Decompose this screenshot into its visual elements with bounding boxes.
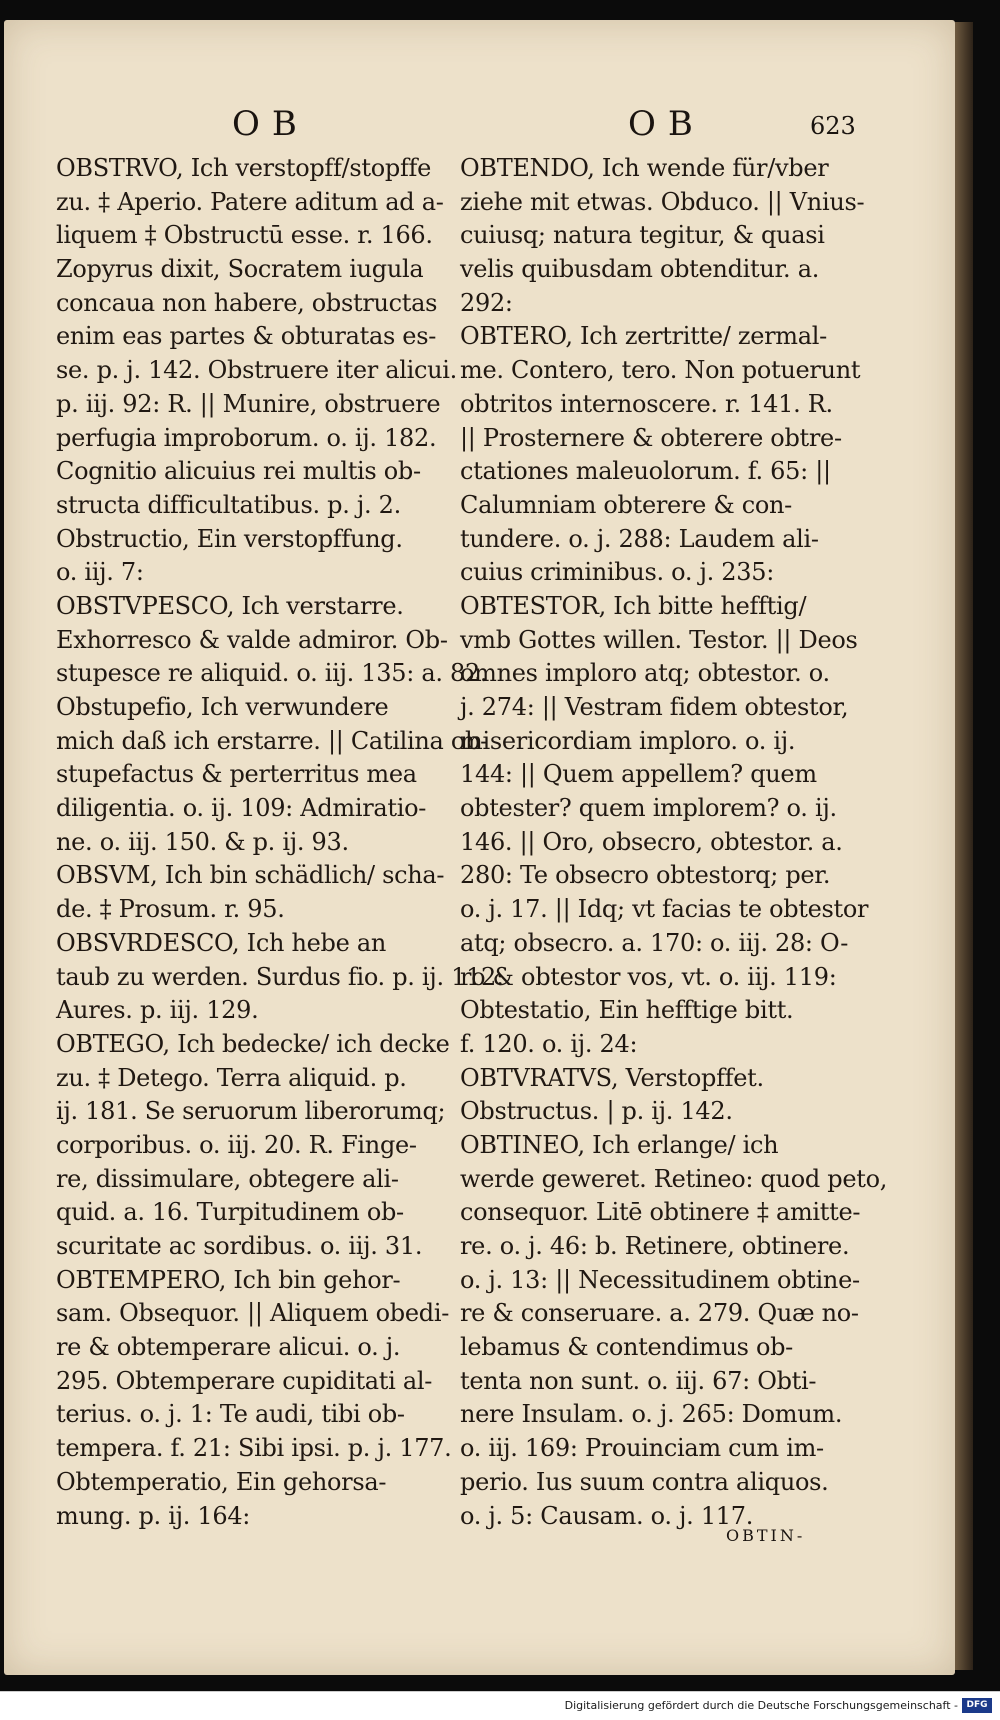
- text-line: o. iij. 169: Prouinciam cum im-: [460, 1434, 824, 1463]
- text-line: OBTVRATVS, Verstopffet.: [460, 1063, 764, 1092]
- right-column: [460, 152, 888, 1533]
- text-line: cuius criminibus. o. j. 235:: [460, 558, 775, 587]
- text-line: Obstructio, Ein verstopffung.: [56, 524, 403, 553]
- text-line: velis quibusdam obtenditur. a.: [460, 255, 820, 284]
- text-line: Obtemperatio, Ein gehorsa-: [56, 1467, 387, 1496]
- text-line: taub zu werden. Surdus fio. p. ij. 112:: [56, 962, 504, 991]
- text-line: ziehe mit etwas. Obduco. || Vnius-: [460, 187, 865, 216]
- text-line: obtritos internoscere. r. 141. R.: [460, 389, 833, 418]
- text-line: Obtestatio, Ein hefftige bitt.: [460, 996, 794, 1025]
- text-line: perio. Ius suum contra aliquos.: [460, 1467, 829, 1496]
- text-line: zu. ‡ Detego. Terra aliquid. p.: [56, 1063, 407, 1092]
- text-line: ro & obtestor vos, vt. o. iij. 119:: [460, 962, 837, 991]
- text-line: re. o. j. 46: b. Retinere, obtinere.: [460, 1232, 850, 1260]
- text-line: corporibus. o. iij. 20. R. Finge-: [56, 1130, 417, 1159]
- text-line: quid. a. 16. Turpitudinem ob-: [56, 1198, 404, 1227]
- text-line: enim eas partes & obturatas es-: [56, 322, 437, 351]
- right-running-head: OB: [628, 104, 705, 144]
- text-line: nere Insulam. o. j. 265: Domum.: [460, 1400, 843, 1429]
- text-line: ctationes maleuolorum. f. 65: ||: [460, 457, 831, 486]
- text-line: Obstupefio, Ich verwundere: [56, 693, 389, 721]
- text-line: scuritate ac sordibus. o. iij. 31.: [56, 1232, 423, 1260]
- text-line: OBSVRDESCO, Ich hebe an: [56, 928, 386, 957]
- text-line: OBTESTOR, Ich bitte hefftig/: [460, 591, 807, 620]
- text-line: OBSVM, Ich bin schädlich/ scha-: [56, 861, 445, 890]
- text-line: OBSTVPESCO, Ich verstarre.: [56, 591, 404, 620]
- text-line: 280: Te obsecro obtestorq; per.: [460, 861, 831, 890]
- text-line: ij. 181. Se seruorum liberorumq;: [56, 1097, 446, 1126]
- text-line: lebamus & contendimus ob-: [460, 1333, 793, 1362]
- text-line: mung. p. ij. 164:: [56, 1501, 251, 1530]
- text-line: perfugia improborum. o. ij. 182.: [56, 423, 437, 452]
- text-line: consequor. Litē obtinere ‡ amitte-: [460, 1198, 861, 1227]
- text-line: re, dissimulare, obtegere ali-: [56, 1164, 399, 1193]
- text-line: Calumniam obterere & con-: [460, 490, 792, 519]
- text-line: OBTEMPERO, Ich bin gehor-: [56, 1265, 401, 1294]
- text-line: Aures. p. iij. 129.: [56, 996, 259, 1025]
- text-line: werde geweret. Retineo: quod peto,: [460, 1164, 888, 1193]
- text-line: se. p. j. 142. Obstruere iter alicui.: [56, 356, 457, 385]
- text-line: OBTENDO, Ich wende für/vber: [460, 154, 829, 182]
- text-line: 144: || Quem appellem? quem: [460, 760, 817, 789]
- text-line: o. j. 13: || Necessitudinem obtine-: [460, 1265, 860, 1294]
- text-line: || Prosternere & obterere obtre-: [460, 423, 842, 452]
- running-header: [4, 104, 955, 144]
- text-line: OBTEGO, Ich bedecke/ ich decke: [56, 1029, 450, 1058]
- text-line: o. iij. 7:: [56, 558, 144, 587]
- text-line: cuiusq; natura tegitur, & quasi: [460, 221, 825, 250]
- text-line: OBSTRVO, Ich verstopff/stopffe: [56, 154, 432, 182]
- text-line: tundere. o. j. 288: Laudem ali-: [460, 524, 819, 553]
- funding-credit: Digitalisierung gefördert durch die Deutsche Forschungsgemeinschaft -: [564, 1699, 958, 1712]
- text-line: j. 274: || Vestram fidem obtestor,: [460, 693, 849, 721]
- text-line: 292:: [460, 288, 513, 317]
- text-line: omnes imploro atq; obtestor. o.: [460, 659, 830, 688]
- text-line: 295. Obtemperare cupiditati al-: [56, 1366, 433, 1395]
- text-line: atq; obsecro. a. 170: o. iij. 28: O-: [460, 928, 849, 957]
- text-line: Zopyrus dixit, Socratem iugula: [56, 255, 424, 284]
- text-line: terius. o. j. 1: Te audi, tibi ob-: [56, 1400, 405, 1429]
- text-line: o. j. 5: Causam. o. j. 117.: [460, 1501, 754, 1530]
- text-line: stupefactus & perterritus mea: [56, 760, 417, 789]
- text-line: concaua non habere, obstructas: [56, 288, 438, 317]
- left-running-head: OB: [232, 104, 309, 144]
- footer-bar: [0, 1691, 1000, 1720]
- text-line: mich daß ich erstarre. || Catilina ob-: [56, 726, 488, 755]
- text-line: liquem ‡ Obstructū esse. r. 166.: [56, 221, 433, 250]
- page-number: 623: [810, 112, 856, 140]
- text-line: Exhorresco & valde admiror. Ob-: [56, 625, 448, 654]
- book-page: [4, 20, 955, 1675]
- text-line: ne. o. iij. 150. & p. ij. 93.: [56, 827, 349, 856]
- text-line: OBTERO, Ich zertritte/ zermal-: [460, 322, 827, 351]
- text-line: re & obtemperare alicui. o. j.: [56, 1333, 401, 1362]
- page-edge: [955, 22, 973, 1670]
- text-line: sam. Obsequor. || Aliquem obedi-: [56, 1299, 450, 1328]
- text-line: me. Contero, tero. Non potuerunt: [460, 356, 861, 385]
- text-line: diligentia. o. ij. 109: Admiratio-: [56, 794, 427, 823]
- text-line: f. 120. o. ij. 24:: [460, 1029, 638, 1058]
- text-line: vmb Gottes willen. Testor. || Deos: [460, 625, 858, 654]
- text-line: Obstructus. | p. ij. 142.: [460, 1097, 733, 1126]
- text-line: stupesce re aliquid. o. iij. 135: a. 82.: [56, 659, 488, 688]
- text-line: Cognitio alicuius rei multis ob-: [56, 457, 421, 486]
- text-line: o. j. 17. || Idq; vt facias te obtestor: [460, 895, 869, 924]
- text-line: obtester? quem implorem? o. ij.: [460, 794, 837, 823]
- text-line: structa difficultatibus. p. j. 2.: [56, 490, 401, 519]
- text-line: OBTINEO, Ich erlange/ ich: [460, 1130, 779, 1159]
- text-line: misericordiam imploro. o. ij.: [460, 726, 796, 755]
- text-line: tenta non sunt. o. iij. 67: Obti-: [460, 1366, 817, 1395]
- text-line: re & conseruare. a. 279. Quæ no-: [460, 1299, 859, 1328]
- text-line: p. iij. 92: R. || Munire, obstruere: [56, 389, 441, 418]
- catchword: OBTIN-: [726, 1526, 806, 1545]
- text-line: 146. || Oro, obsecro, obtestor. a.: [460, 827, 843, 856]
- text-line: de. ‡ Prosum. r. 95.: [56, 895, 285, 924]
- text-line: tempera. f. 21: Sibi ipsi. p. j. 177.: [56, 1434, 452, 1463]
- dfg-logo: DFG: [962, 1698, 992, 1713]
- text-line: zu. ‡ Aperio. Patere aditum ad a-: [56, 187, 444, 216]
